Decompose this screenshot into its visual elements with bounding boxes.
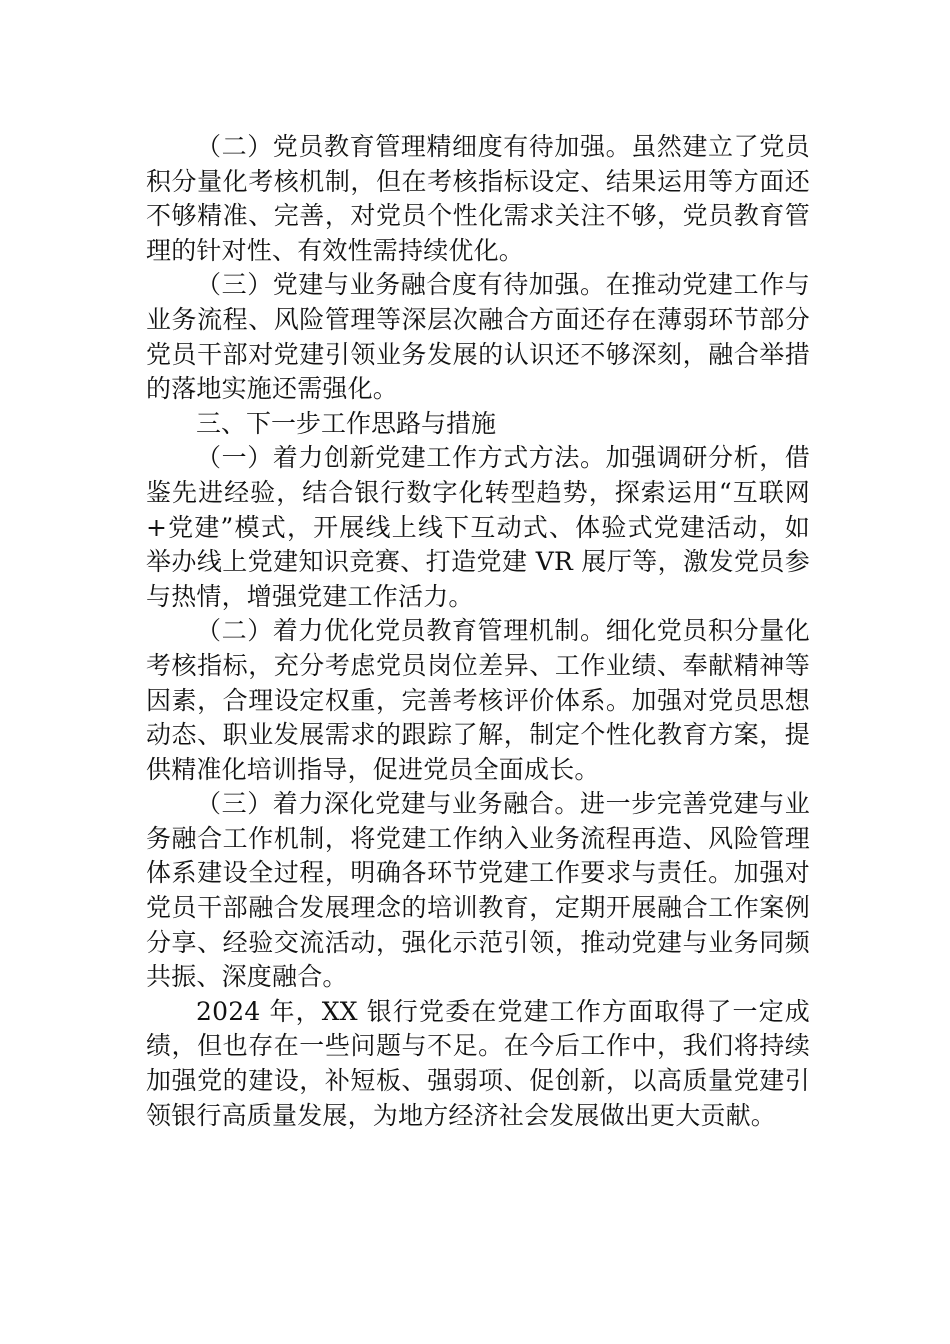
paragraph-optimize-management: （二）着力优化党员教育管理机制。细化党员积分量化考核指标，充分考虑党员岗位差异、工作业绩、奉献精神等因素，合理设定权重，完善考核评价体系。加强对党员思想动态、职业发展需求的跟踪了解，制定个性化教育方案，提供精准化培训指导，促进党员全面成长。 [146, 616, 810, 784]
paragraph-business-integration: （三）党建与业务融合度有待加强。在推动党建工作与业务流程、风险管理等深层次融合方面还存在薄弱环节部分党员干部对党建引领业务发展的认识还不够深刻，融合举措的落地实施还需强化。 [146, 270, 810, 404]
document-body [146, 130, 810, 1133]
paragraph-party-member-education: （二）党员教育管理精细度有待加强。虽然建立了党员积分量化考核机制，但在考核指标设定、结果运用等方面还不够精准、完善，对党员个性化需求关注不够，党员教育管理的针对性、有效性需持续优化。 [146, 132, 810, 265]
paragraph-innovate-methods: （一）着力创新党建工作方式方法。加强调研分析，借鉴先进经验，结合银行数字化转型趋势，探索运用“互联网+党建”模式，开展线上线下互动式、体验式党建活动，如举办线上党建知识竞赛、打造党建 VR 展厅等，激发党员参与热情，增强党建工作活力。 [146, 443, 810, 611]
section-heading-next-steps: 三、下一步工作思路与措施 [196, 408, 497, 438]
paragraph-conclusion: 2024 年，XX 银行党委在党建工作方面取得了一定成绩，但也存在一些问题与不足。在今后工作中，我们将持续加强党的建设，补短板、强弱项、促创新，以高质量党建引领银行高质量发展，为地方经济社会发展做出更大贡献。 [146, 996, 810, 1130]
paragraph-deepen-integration: （三）着力深化党建与业务融合。进一步完善党建与业务融合工作机制，将党建工作纳入业务流程再造、风险管理体系建设全过程，明确各环节党建工作要求与责任。加强对党员干部融合发展理念的培训教育，定期开展融合工作案例分享、经验交流活动，强化示范引领，推动党建与业务同频共振、深度融合。 [146, 789, 810, 992]
